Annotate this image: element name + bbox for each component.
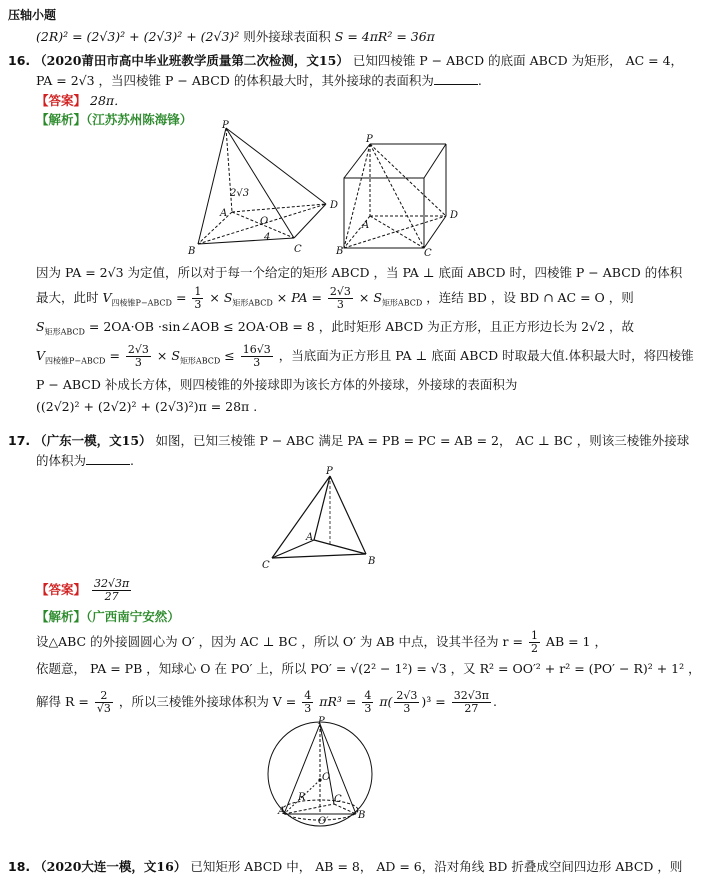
q17-sol-line2: 依题意， PA = PB ，知球心 O 在 PO′ 上，所以 PO′ = √(2² − 1²) = √3 ，又 R² = OO′² + r² = (PO′ − R)² + 1² ， <box>36 661 701 676</box>
pyr-bd <box>344 216 446 248</box>
label-c: C <box>294 244 302 255</box>
q16-sol-line3 <box>36 318 635 339</box>
q16-answer-tag: 【答案】 <box>36 93 87 108</box>
q17-sol3c: πR³ = <box>319 694 357 710</box>
label-len-pa: 2√3 <box>230 188 250 199</box>
edge-pa <box>314 476 330 540</box>
q16-sol2-frac1: $\frac{1}{3}$ <box>194 285 202 312</box>
top-equation-line <box>36 28 626 47</box>
q18-stem: 已知矩形 ABCD 中， AB = 8， AD = 6，沿对角线 BD 折叠成空间四边形 ABCD ，则 <box>190 859 683 874</box>
q16-sol4-ssub: 矩形ABCD <box>179 356 221 366</box>
q16-sol3-ssub: 矩形ABCD <box>44 327 85 337</box>
q16-answer: 28π． <box>90 93 127 108</box>
q16-sol-line1: 因为 PA = 2√3 为定值，所以对于每一个给定的矩形 ABCD ，当 PA ⊥ 底面 ABCD 时，四棱锥 P − ABCD 的体积 <box>36 265 683 280</box>
q16-answer-blank <box>434 72 478 85</box>
q17-label-a: A <box>306 532 314 543</box>
sp-edge-ac <box>284 804 334 814</box>
q16-sol3: = 2OA·OB ·sin∠AOB ≤ 2OA·OB = 8 ，此时矩形 ABCD 为正方形，且正方形边长为 2√2 ，故 <box>88 319 635 334</box>
q16-sol2-mid: × S <box>209 290 233 306</box>
label-p: P <box>222 120 229 131</box>
top-text: 则外接球表面积 <box>243 29 331 44</box>
q16-sol-line2 <box>36 285 634 312</box>
q16-stem-line2: PA = 2√3 ，当四棱锥 P − ABCD 的体积最大时，其外接球的表面积为 . <box>36 73 482 88</box>
sp-label-p: P <box>318 716 325 727</box>
q17-stem-line1 <box>8 432 690 451</box>
q17-sol3d: π( <box>379 694 393 710</box>
label2-d: D <box>450 210 459 221</box>
q16-sol3-s: S <box>36 319 45 334</box>
q16-sol-line5: P − ABCD 补成长方体，则四棱锥的外接球即为该长方体的外接球，外接球的表面积为 <box>36 377 518 392</box>
cube-edge-5 <box>424 216 446 248</box>
label2-c: C <box>424 248 432 259</box>
q18-source: （2020大连一模，文16） <box>34 859 187 874</box>
q18-stem-line <box>8 858 683 877</box>
q17-sol-line3 <box>36 690 626 715</box>
q16-sol2-frac2: $\frac{2√3}{3}$ <box>329 285 351 312</box>
q16-sol4-mid: × S <box>156 348 180 364</box>
edge-bc <box>198 238 294 244</box>
sp-label-r: R <box>298 792 306 803</box>
label-len-ac: 4 <box>264 232 271 243</box>
label2-b: B <box>336 246 344 257</box>
q16-sol2-vsub: 四棱锥P−ABCD <box>111 298 172 308</box>
pyr-pd <box>370 144 446 216</box>
q17-sol3e: )³ = <box>421 694 446 710</box>
q16-cuboid-figure <box>334 132 464 259</box>
q16-stem1: 已知四棱锥 P − ABCD 的底面 ABCD 为矩形， AC = 4， <box>352 53 684 68</box>
q16-sol4-le: ≤ <box>224 348 235 364</box>
q17-sol1-frac: $\frac{1}{2}$ <box>530 629 538 656</box>
edge-ab <box>314 540 366 554</box>
q16-sol4-frac1: $\frac{2√3}{3}$ <box>127 343 149 370</box>
top-result: S = 4πR² = 36π <box>334 29 435 44</box>
q16-analysis-author: （江苏苏州陈海锋） <box>86 112 193 127</box>
q16-sol4-frac2: $\frac{16√3}{3}$ <box>242 343 271 370</box>
q17-stem1: 如图，已知三棱锥 P − ABC 满足 PA = PB = PC = AB = 2， AC ⊥ BC ，则该三棱锥外接球 <box>155 433 690 448</box>
label-a: A <box>220 208 228 219</box>
q16-sol2-s1sub: 矩形ABCD <box>232 298 273 308</box>
q17-tetrahedron-figure <box>262 466 386 570</box>
q17-sol3a: 解得 R = <box>36 694 89 710</box>
q16-sol4-tail: ，当底面为正方形且 PA ⊥ 底面 ABCD 时取最大值.体积最大时，将四棱锥 <box>278 348 694 364</box>
q16-sol2-mid2: × PA = <box>276 290 322 306</box>
q17-sol3-frac5: $\frac{32√3\pi}{27}$ <box>453 689 489 716</box>
q16-source: （2020莆田市高中毕业班教学质量第二次检测，文15） <box>34 53 349 68</box>
q16-sol-line6: ((2√2)² + (2√2)² + (2√3)²)π = 28π . <box>36 399 258 414</box>
q16-sol2a: 最大，此时 <box>36 290 99 306</box>
q16-sol2-eq: = <box>175 290 187 306</box>
edge-pb <box>330 476 366 554</box>
sp-label-o2: O′ <box>318 816 329 827</box>
q16-sol2-s2sub: 矩形ABCD <box>381 298 423 308</box>
q17-sphere-figure <box>264 718 376 830</box>
edge-cb <box>272 554 366 558</box>
q16-answer-line <box>36 92 626 111</box>
pyr-ac <box>370 216 424 248</box>
q16-sol2-v: V <box>102 290 112 306</box>
q16-sol4-v: V <box>36 348 46 364</box>
top-expr: (2R)² = (2√3)² + (2√3)² + (2√3)² <box>36 29 240 44</box>
label-o: O <box>260 216 269 227</box>
q18-number: 18. <box>8 859 31 874</box>
q17-sol3-frac1: $\frac{2}{√3}$ <box>96 689 111 716</box>
q17-sol1a: 设△ABC 的外接圆圆心为 O′ ，因为 AC ⊥ BC ，所以 O′ 为 AB 中点，设其半径为 r = <box>36 634 523 650</box>
q16-sol4-vsub: 四棱锥P−ABCD <box>45 356 106 366</box>
q17-analysis-line <box>36 608 626 627</box>
q16-stem2: PA = 2√3 ，当四棱锥 P − ABCD 的体积最大时，其外接球的表面积为 <box>36 73 434 88</box>
q17-analysis-tag: 【解析】 <box>36 609 87 624</box>
q17-sol3-frac4: $\frac{2√3}{3}$ <box>396 689 418 716</box>
sp-label-b: B <box>358 810 366 821</box>
q17-sol3-frac3: $\frac{4}{3}$ <box>364 689 372 716</box>
label-d: D <box>330 200 339 211</box>
q17-answer-tag: 【答案】 <box>36 582 87 598</box>
q16-sol4-eq: = <box>109 348 120 364</box>
label-b: B <box>188 246 196 257</box>
sp-label-c: C <box>334 794 342 805</box>
sp-edge-pc <box>320 724 334 804</box>
q17-number: 17. <box>8 433 31 448</box>
q17-label-p: P <box>326 466 333 477</box>
q16-stem-line1 <box>8 52 684 71</box>
q17-stem-line2: 的体积为 . <box>36 453 134 468</box>
q16-analysis-tag: 【解析】 <box>36 112 87 127</box>
q17-sol1b: AB = 1 ， <box>545 634 607 650</box>
q17-stem2: 的体积为 <box>36 453 87 468</box>
q17-label-b: B <box>368 556 376 567</box>
running-header: 压轴小题 <box>8 8 57 22</box>
q17-sol-line1 <box>36 630 626 655</box>
edge-pa <box>226 128 232 212</box>
q16-number: 16. <box>8 53 31 68</box>
q17-analysis-author: （广西南宁安然） <box>86 609 180 624</box>
q17-label-c: C <box>262 560 270 571</box>
sp-label-o: O <box>322 772 331 783</box>
q17-answer-blank <box>86 452 130 465</box>
q16-sol2-tail: ，连结 BD ，设 BD ∩ AC = O ，则 <box>426 290 634 306</box>
q17-source: （广东一模，文15） <box>34 433 152 448</box>
q17-sol3f: . <box>492 694 497 710</box>
cube-edge-2 <box>424 144 446 178</box>
q16-sol-line4 <box>36 343 694 370</box>
edge-ad <box>232 204 326 212</box>
q17-answer: $\frac{32√3\pi}{27}$ <box>94 577 130 604</box>
cube-front-face <box>344 178 424 248</box>
q17-sol3b: ，所以三棱锥外接球体积为 V = <box>118 694 297 710</box>
label2-p: P <box>366 134 373 145</box>
q17-sol3-frac2: $\frac{4}{3}$ <box>304 689 312 716</box>
q16-pyramid-figure <box>186 120 346 260</box>
label2-a: A <box>362 220 370 231</box>
edge-pb <box>198 128 226 244</box>
q17-answer-line <box>36 578 626 603</box>
sp-label-a: A <box>278 806 286 817</box>
q16-sol2-mid3: × S <box>358 290 382 306</box>
